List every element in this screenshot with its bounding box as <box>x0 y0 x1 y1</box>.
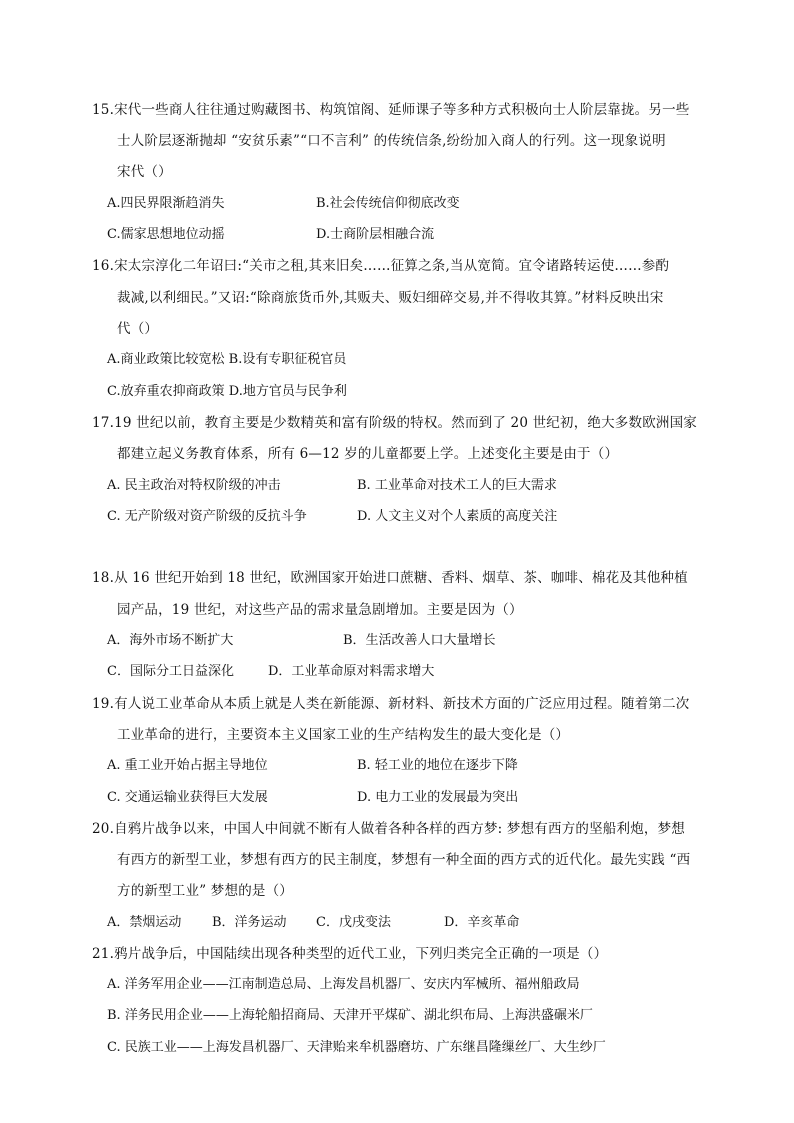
q20-option-a: A．禁烟运动 <box>107 915 182 930</box>
q18-option-c: C．国际分工日益深化 <box>107 664 234 679</box>
q16-line-1: 16.宋太宗淳化二年诏曰:“关市之租,其来旧矣……征算之条,当从宽简。宜令诸路转运使……参酌 <box>92 258 670 274</box>
q20-line-2: 有西方的新型工业，梦想有西方的民主制度，梦想有一种全面的西方式的近代化。最先实践 “西 <box>117 852 691 868</box>
q20-option-d: D．辛亥革命 <box>444 915 520 930</box>
q17-option-d: D. 人文主义对个人素质的高度关注 <box>357 509 558 524</box>
q19-option-d: D. 电力工业的发展最为突出 <box>357 790 519 805</box>
q20-line-1: 20.自鸦片战争以来，中国人中间就不断有人做着各种各样的西方梦: 梦想有西方的坚船利炮，梦想 <box>92 821 686 837</box>
q17-option-c: C. 无产阶级对资产阶级的反抗斗争 <box>107 509 307 524</box>
q19-line-2: 工业革命的进行，主要资本主义国家工业的生产结构发生的最大变化是（） <box>117 727 570 743</box>
q18-option-b: B．生活改善人口大量增长 <box>343 633 496 648</box>
q21-option-a: A. 洋务军用企业——江南制造总局、上海发昌机器厂、安庆内军械所、福州船政局 <box>107 977 580 992</box>
q18-line-2: 园产品，19 世纪，对这些产品的需求量急剧增加。主要是因为（） <box>117 602 523 618</box>
q15-option-b: B.社会传统信仰彻底改变 <box>316 196 460 211</box>
q15-line-1: 15.宋代一些商人往往通过购藏图书、构筑馆阁、延师课子等多种方式积极向士人阶层靠拢。另一些 <box>92 102 690 118</box>
q15-option-d: D.士商阶层相融合流 <box>316 227 435 242</box>
q16-option-ab: A.商业政策比较宽松 B.设有专职征税官员 <box>107 352 347 367</box>
q16-option-cd: C.放弃重农抑商政策 D.地方官员与民争利 <box>107 384 347 399</box>
q16-line-3: 代（） <box>117 321 159 337</box>
q17-option-b: B. 工业革命对技术工人的巨大需求 <box>357 478 557 493</box>
q21-option-c: C. 民族工业——上海发昌机器厂、天津贻来牟机器磨坊、广东继昌隆缫丝厂、大生纱厂 <box>107 1040 606 1055</box>
q20-option-b: B．洋务运动 <box>212 915 287 930</box>
q15-option-c: C.儒家思想地位动摇 <box>107 227 225 242</box>
q15-option-a: A.四民界限渐趋消失 <box>107 196 225 211</box>
q18-option-a: A．海外市场不断扩大 <box>107 633 234 648</box>
q19-option-b: B. 轻工业的地位在逐步下降 <box>357 758 518 773</box>
q15-line-3: 宋代（） <box>117 164 172 180</box>
q17-option-a: A. 民主政治对特权阶级的冲击 <box>107 478 281 493</box>
q19-option-c: C. 交通运输业获得巨大发展 <box>107 790 268 805</box>
q15-line-2: 士人阶层逐渐抛却 “安贫乐素”“口不言利” 的传统信条,纷纷加入商人的行列。这一现象说明 <box>117 133 666 149</box>
q16-line-2: 裁减,以利细民。”又诏:“除商旅货币外,其贩夫、贩妇细碎交易,并不得收其算。”材料反映出宋 <box>117 290 664 306</box>
q17-line-2: 都建立起义务教育体系，所有 6—12 岁的儿童都要上学。上述变化主要是由于（） <box>117 446 619 462</box>
q18-line-1: 18.从 16 世纪开始到 18 世纪，欧洲国家开始进口蔗糖、香料、烟草、茶、咖啡、棉花及其他种植 <box>92 570 688 586</box>
q19-option-a: A. 重工业开始占据主导地位 <box>107 758 268 773</box>
q19-line-1: 19.有人说工业革命从本质上就是人类在新能源、新材料、新技术方面的广泛应用过程。随着第二次 <box>92 696 690 712</box>
q21-line-1: 21.鸦片战争后，中国陆续出现各种类型的近代工业，下列归类完全正确的一项是（） <box>92 946 608 962</box>
q17-line-1: 17.19 世纪以前，教育主要是少数精英和富有阶级的特权。然而到了 20 世纪初，绝大多数欧洲国家 <box>92 415 697 431</box>
q20-line-3: 方的新型工业” 梦想的是（） <box>117 883 293 899</box>
q21-option-b: B. 洋务民用企业——上海轮船招商局、天津开平煤矿、湖北织布局、上海洪盛碾米厂 <box>107 1008 593 1023</box>
q18-option-d: D．工业革命原对料需求增大 <box>268 664 435 679</box>
q20-option-c: C．戊戌变法 <box>316 915 391 930</box>
